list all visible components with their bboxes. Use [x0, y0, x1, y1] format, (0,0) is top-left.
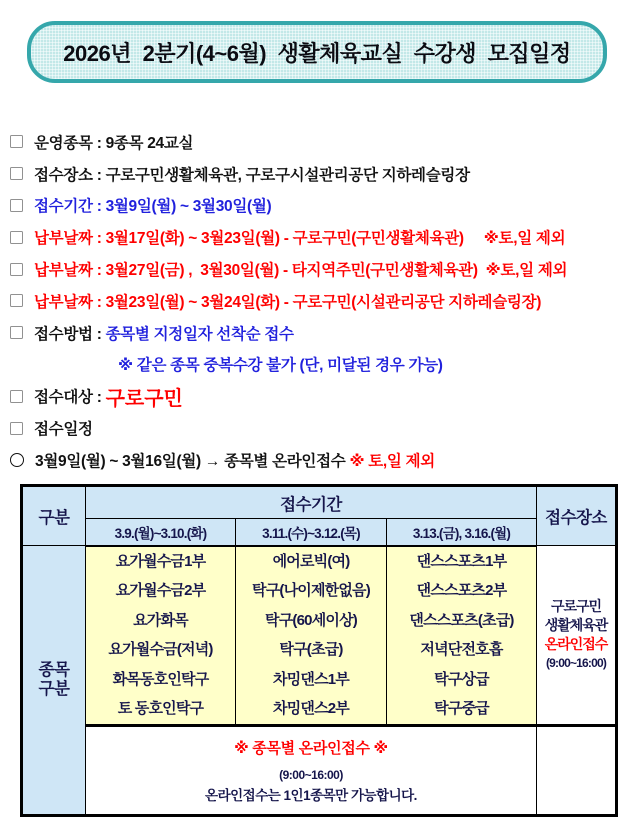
info-item-reception-method	[8, 317, 630, 349]
class-item: 탁구(초급)	[279, 641, 343, 659]
info-item-payment-date-2	[8, 253, 630, 285]
info-item-operating-categories	[8, 126, 630, 158]
class-item: 탁구중급	[434, 700, 489, 718]
class-item: 탁구상급	[434, 670, 489, 688]
place-cell	[537, 546, 617, 726]
info-list	[8, 126, 630, 476]
row-label-line: 종목	[38, 661, 70, 679]
class-list-col-1	[86, 546, 236, 726]
info-item-reception-schedule	[8, 412, 630, 444]
empty-cell	[537, 726, 617, 816]
table-header-date-2: 3.11.(수)~3.12.(목)	[236, 519, 387, 546]
info-text: 접수장소 : 구로구민생활체육관, 구로구시설관리공단 지하레슬링장	[34, 166, 470, 184]
class-list-col-3	[387, 546, 537, 726]
bottom-notice-cell	[86, 726, 537, 816]
schedule-note: ※ 토,일 제외	[349, 452, 435, 470]
info-text: 접수일정	[34, 421, 93, 439]
table-header-date-3: 3.13.(금), 3.16.(월)	[387, 519, 537, 546]
class-item: 화목동호인탁구	[112, 670, 209, 688]
table-header-col-group: 구분	[22, 486, 86, 546]
place-line: 구로구민	[550, 598, 602, 614]
info-item-reception-place	[8, 158, 630, 190]
info-text: ※ 같은 종목 중복수강 불가 (단, 미달된 경우 가능)	[118, 357, 443, 375]
class-item: 댄스스포츠(초급)	[409, 611, 514, 629]
info-item-reception-period	[8, 190, 630, 222]
page-title: 2026년 2분기(4~6월) 생활체육교실 수강생 모집일정	[63, 40, 571, 66]
table-header-date-1: 3.9.(월)~3.10.(화)	[86, 519, 236, 546]
place-online-label: 온라인접수	[544, 636, 608, 652]
checkbox-icon	[10, 422, 23, 435]
info-text: 접수기간 : 3월9일(월) ~ 3월30일(월)	[34, 198, 272, 216]
info-item-reception-target	[8, 380, 630, 412]
title-banner	[27, 21, 607, 83]
info-label: 접수대상 :	[34, 389, 106, 407]
checkbox-icon	[10, 326, 23, 339]
checkbox-icon	[10, 294, 23, 307]
info-label: 접수방법 :	[34, 325, 106, 343]
info-item-duplicate-note	[8, 349, 630, 381]
row-label-line: 구분	[38, 680, 70, 698]
info-text: 납부날짜 : 3월17일(화) ~ 3월23일(월) - 구로구민(구민생활체육관) ※토,일 제외	[34, 230, 566, 248]
info-text: 운영종목 : 9종목 24교실	[34, 134, 194, 152]
class-item: 댄스스포츠2부	[416, 582, 507, 600]
info-value: 종목별 지정일자 선착순 접수	[105, 325, 294, 343]
schedule-online-line	[8, 444, 630, 476]
checkbox-icon	[10, 263, 23, 276]
class-item: 요가월수금1부	[115, 552, 206, 570]
info-text: 납부날짜 : 3월23일(월) ~ 3월24일(화) - 구로구민(시설관리공단 지하레슬링장)	[34, 293, 542, 311]
class-item: 탁구(나이제한없음)	[252, 582, 370, 600]
class-item: 토 동호인탁구	[117, 700, 204, 718]
bottom-notice-hours: (9:00~16:00)	[279, 768, 343, 782]
place-line: 생활체육관	[544, 617, 608, 633]
checkbox-icon	[10, 167, 23, 180]
checkbox-icon	[10, 390, 23, 403]
class-item: 댄스스포츠1부	[416, 552, 507, 570]
checkbox-icon	[10, 135, 23, 148]
schedule-text: 3월9일(월) ~ 3월16일(월) → 종목별 온라인접수	[35, 452, 350, 470]
table-header-place: 접수장소	[537, 486, 617, 546]
checkbox-icon	[10, 199, 23, 212]
table-header-period: 접수기간	[86, 486, 537, 519]
class-item: 요가월수금(저녁)	[108, 641, 213, 659]
info-item-payment-date-3	[8, 285, 630, 317]
place-hours: (9:00~16:00)	[545, 656, 607, 670]
class-item: 저녁단전호흡	[420, 641, 503, 659]
class-item: 차밍댄스2부	[273, 700, 349, 718]
class-item: 탁구(60세이상)	[265, 611, 357, 629]
info-item-payment-date-1	[8, 221, 630, 253]
info-text: 납부날짜 : 3월27일(금) , 3월30일(월) - 타지역주민(구민생활체육관) ※토,일 제외	[34, 262, 568, 280]
registration-table	[20, 484, 618, 817]
checkbox-icon	[10, 231, 23, 244]
class-item: 에어로빅(여)	[272, 552, 350, 570]
bottom-notice-title: ※ 종목별 온라인접수 ※	[234, 740, 388, 757]
bottom-notice-desc: 온라인접수는 1인1종목만 가능합니다.	[205, 788, 417, 803]
class-item: 요가월수금2부	[115, 582, 206, 600]
table-row-label	[22, 546, 86, 816]
class-item: 요가화목	[133, 611, 188, 629]
info-value: 구로구민	[105, 387, 183, 410]
class-item: 차밍댄스1부	[273, 670, 349, 688]
class-list-col-2	[236, 546, 387, 726]
circle-bullet-icon	[10, 453, 24, 467]
